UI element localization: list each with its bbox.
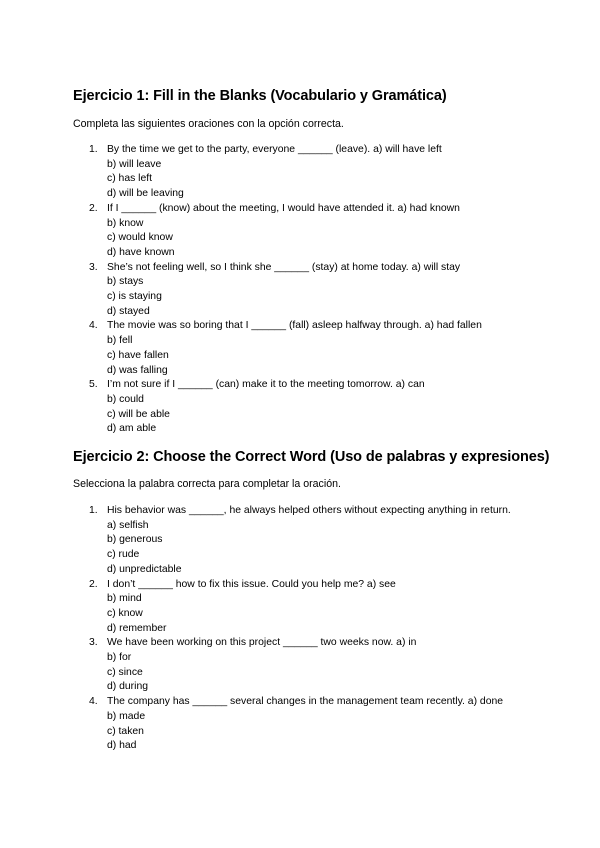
question-text: By the time we get to the party, everyone ______ (leave). a) will have left [107, 144, 442, 155]
option: c) is staying [107, 291, 162, 303]
question-item [73, 143, 513, 202]
option: b) will leave [107, 158, 162, 170]
option: d) had [107, 740, 137, 752]
option: b) fell [107, 335, 133, 347]
option: b) generous [107, 534, 163, 546]
option: c) since [107, 666, 143, 678]
question-number: 1. [89, 505, 98, 516]
question-text: If I ______ (know) about the meeting, I would have attended it. a) had known [107, 202, 460, 214]
question-item [73, 504, 513, 578]
question-number: 1. [89, 144, 98, 155]
question-number: 4. [89, 696, 98, 708]
option: d) stayed [107, 305, 150, 317]
option: d) have known [107, 246, 175, 258]
option: b) made [107, 710, 146, 722]
option: d) am able [107, 423, 157, 435]
question-text: I’m not sure if I ______ (can) make it to the meeting tomorrow. a) can [107, 379, 425, 391]
option: c) rude [107, 549, 140, 561]
question-text: She’s not feeling well, so I think she ______ (stay) at home today. a) will stay [107, 261, 461, 273]
option: b) could [107, 393, 144, 405]
question-text: His behavior was ______, he always helped others without expecting anything in return. a) selfish [107, 505, 511, 531]
question-number: 5. [89, 379, 98, 391]
section-1-title: Ejercicio 1: Fill in the Blanks (Vocabulario y Gramática) [73, 88, 447, 104]
section-1-question-list [73, 143, 513, 437]
option: c) has left [107, 173, 153, 185]
question-text: We have been working on this project ______ two weeks now. a) in [107, 637, 417, 649]
option: d) unpredictable [107, 563, 182, 575]
question-number: 2. [89, 202, 98, 214]
option: b) stays [107, 276, 144, 288]
question-item [73, 319, 513, 378]
section-2-title: Ejercicio 2: Choose the Correct Word (Uso de palabras y expresiones) [73, 449, 550, 465]
question-text: I don’t ______ how to fix this issue. Could you help me? a) see [107, 578, 396, 590]
option: b) mind [107, 593, 142, 605]
option: d) will be leaving [107, 188, 184, 200]
question-number: 2. [89, 578, 98, 590]
question-item [73, 636, 513, 695]
question-item [73, 261, 513, 320]
question-number: 4. [89, 320, 98, 332]
question-item [73, 202, 513, 261]
option: c) taken [107, 725, 144, 737]
question-number: 3. [89, 637, 98, 649]
question-item [73, 695, 513, 754]
option: c) know [107, 607, 143, 619]
option: d) was falling [107, 364, 168, 376]
question-item [73, 378, 513, 437]
option: c) would know [107, 232, 173, 244]
question-item [73, 578, 513, 637]
section-1-instruction: Completa las siguientes oraciones con la opción correcta. [73, 118, 344, 130]
option: d) during [107, 681, 149, 693]
option: d) remember [107, 622, 167, 634]
option: c) will be able [107, 408, 170, 420]
section-2-question-list [73, 504, 513, 754]
option: b) for [107, 652, 132, 664]
section-2-instruction: Selecciona la palabra correcta para completar la oración. [73, 478, 341, 490]
option: c) have fallen [107, 349, 169, 361]
question-text: The company has ______ several changes in the management team recently. a) done [107, 696, 504, 708]
option: b) know [107, 217, 144, 229]
question-text: The movie was so boring that I ______ (fall) asleep halfway through. a) had fallen [107, 320, 482, 332]
question-number: 3. [89, 261, 98, 273]
